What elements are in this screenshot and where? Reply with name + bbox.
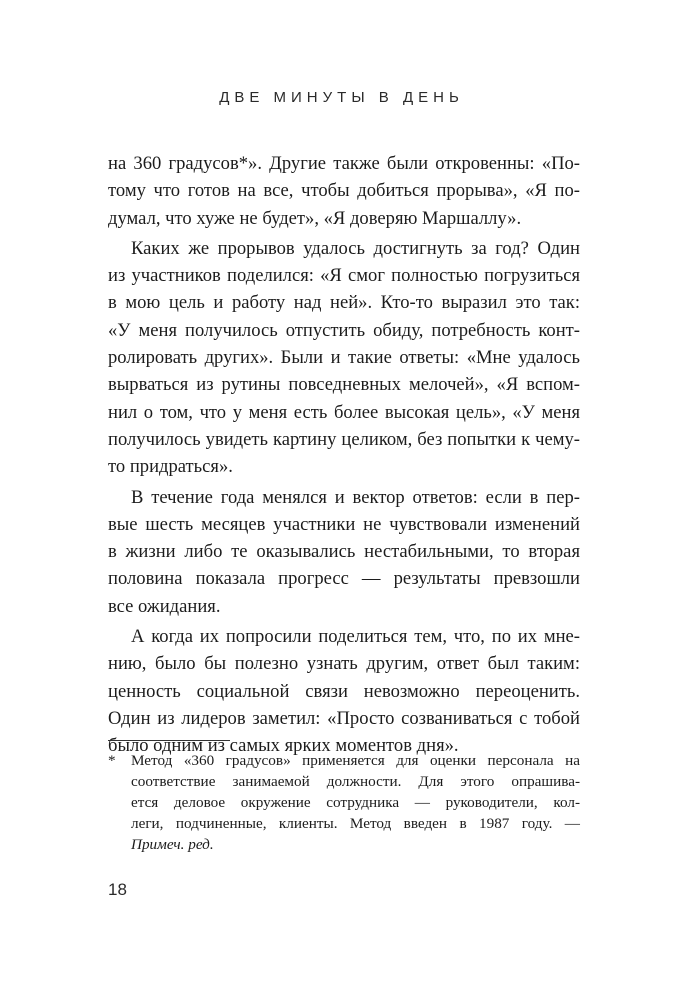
page-number: 18	[108, 880, 127, 899]
text-line: В течение года менялся и вектор ответов: если в пер-	[131, 486, 580, 508]
footnote-text	[131, 750, 580, 855]
paragraph-1	[108, 150, 580, 232]
footnote-attribution: Примеч. ред.	[131, 836, 214, 853]
text-line: половина показала прогресс — результаты превзошли	[108, 568, 580, 590]
text-line: то придраться».	[108, 456, 233, 478]
text-line: Один из лидеров заметил: «Просто созваниваться с тобой	[108, 707, 580, 729]
footnote-line: леги, подчиненные, клиенты. Метод введен в 1987 году. —	[131, 815, 580, 832]
text-line: вые шесть месяцев участники не чувствовали изменений	[108, 513, 580, 535]
text-line: вырваться из рутины повседневных мелочей», «Я вспом-	[108, 374, 580, 396]
text-line: Каких же прорывов удалось достигнуть за год? Один	[131, 237, 580, 259]
text-line: ролировать других». Были и такие ответы: «Мне удалось	[108, 347, 580, 369]
footnote	[108, 750, 580, 855]
text-line: в жизни либо те оказывались нестабильными, то вторая	[108, 541, 580, 563]
footnote-divider	[108, 740, 230, 741]
text-line: ценность социальной связи невозможно переоценить.	[108, 680, 580, 702]
paragraph-2	[108, 235, 580, 481]
text-line: в мою цель и работу над ней». Кто-то выразил это так:	[108, 292, 580, 314]
running-head: ДВЕ МИНУТЫ В ДЕНЬ	[219, 89, 464, 106]
text-line: получилось увидеть картину целиком, без попытки к чему-	[108, 428, 580, 450]
text-line: все ожидания.	[108, 595, 221, 617]
main-text	[108, 150, 580, 760]
text-line: «У меня получилось отпустить обиду, потребность конт-	[108, 319, 580, 341]
footnote-line: соответствие занимаемой должности. Для этого опрашива-	[131, 773, 580, 790]
text-line: А когда их попросили поделиться тем, что, по их мне-	[131, 626, 580, 648]
text-line: на 360 градусов*». Другие также были откровенны: «По-	[108, 153, 580, 174]
text-line: было одним из самых ярких моментов дня».	[108, 735, 459, 757]
text-line: нил о том, что у меня есть более высокая цель», «У меня	[108, 401, 580, 423]
text-line: думал, что хуже не будет», «Я доверяю Маршаллу».	[108, 207, 522, 229]
footnote-marker: *	[108, 752, 116, 769]
paragraph-3	[108, 484, 580, 620]
text-line: нию, было бы полезно узнать другим, ответ был таким:	[108, 653, 580, 675]
text-line: из участников поделился: «Я смог полностью погрузиться	[108, 265, 580, 287]
footnote-line: Метод «360 градусов» применяется для оценки персонала на	[131, 752, 580, 769]
footnote-line: ется деловое окружение сотрудника — руководители, кол-	[131, 794, 580, 811]
text-line: тому что готов на все, чтобы добиться прорыва», «Я по-	[108, 180, 580, 202]
